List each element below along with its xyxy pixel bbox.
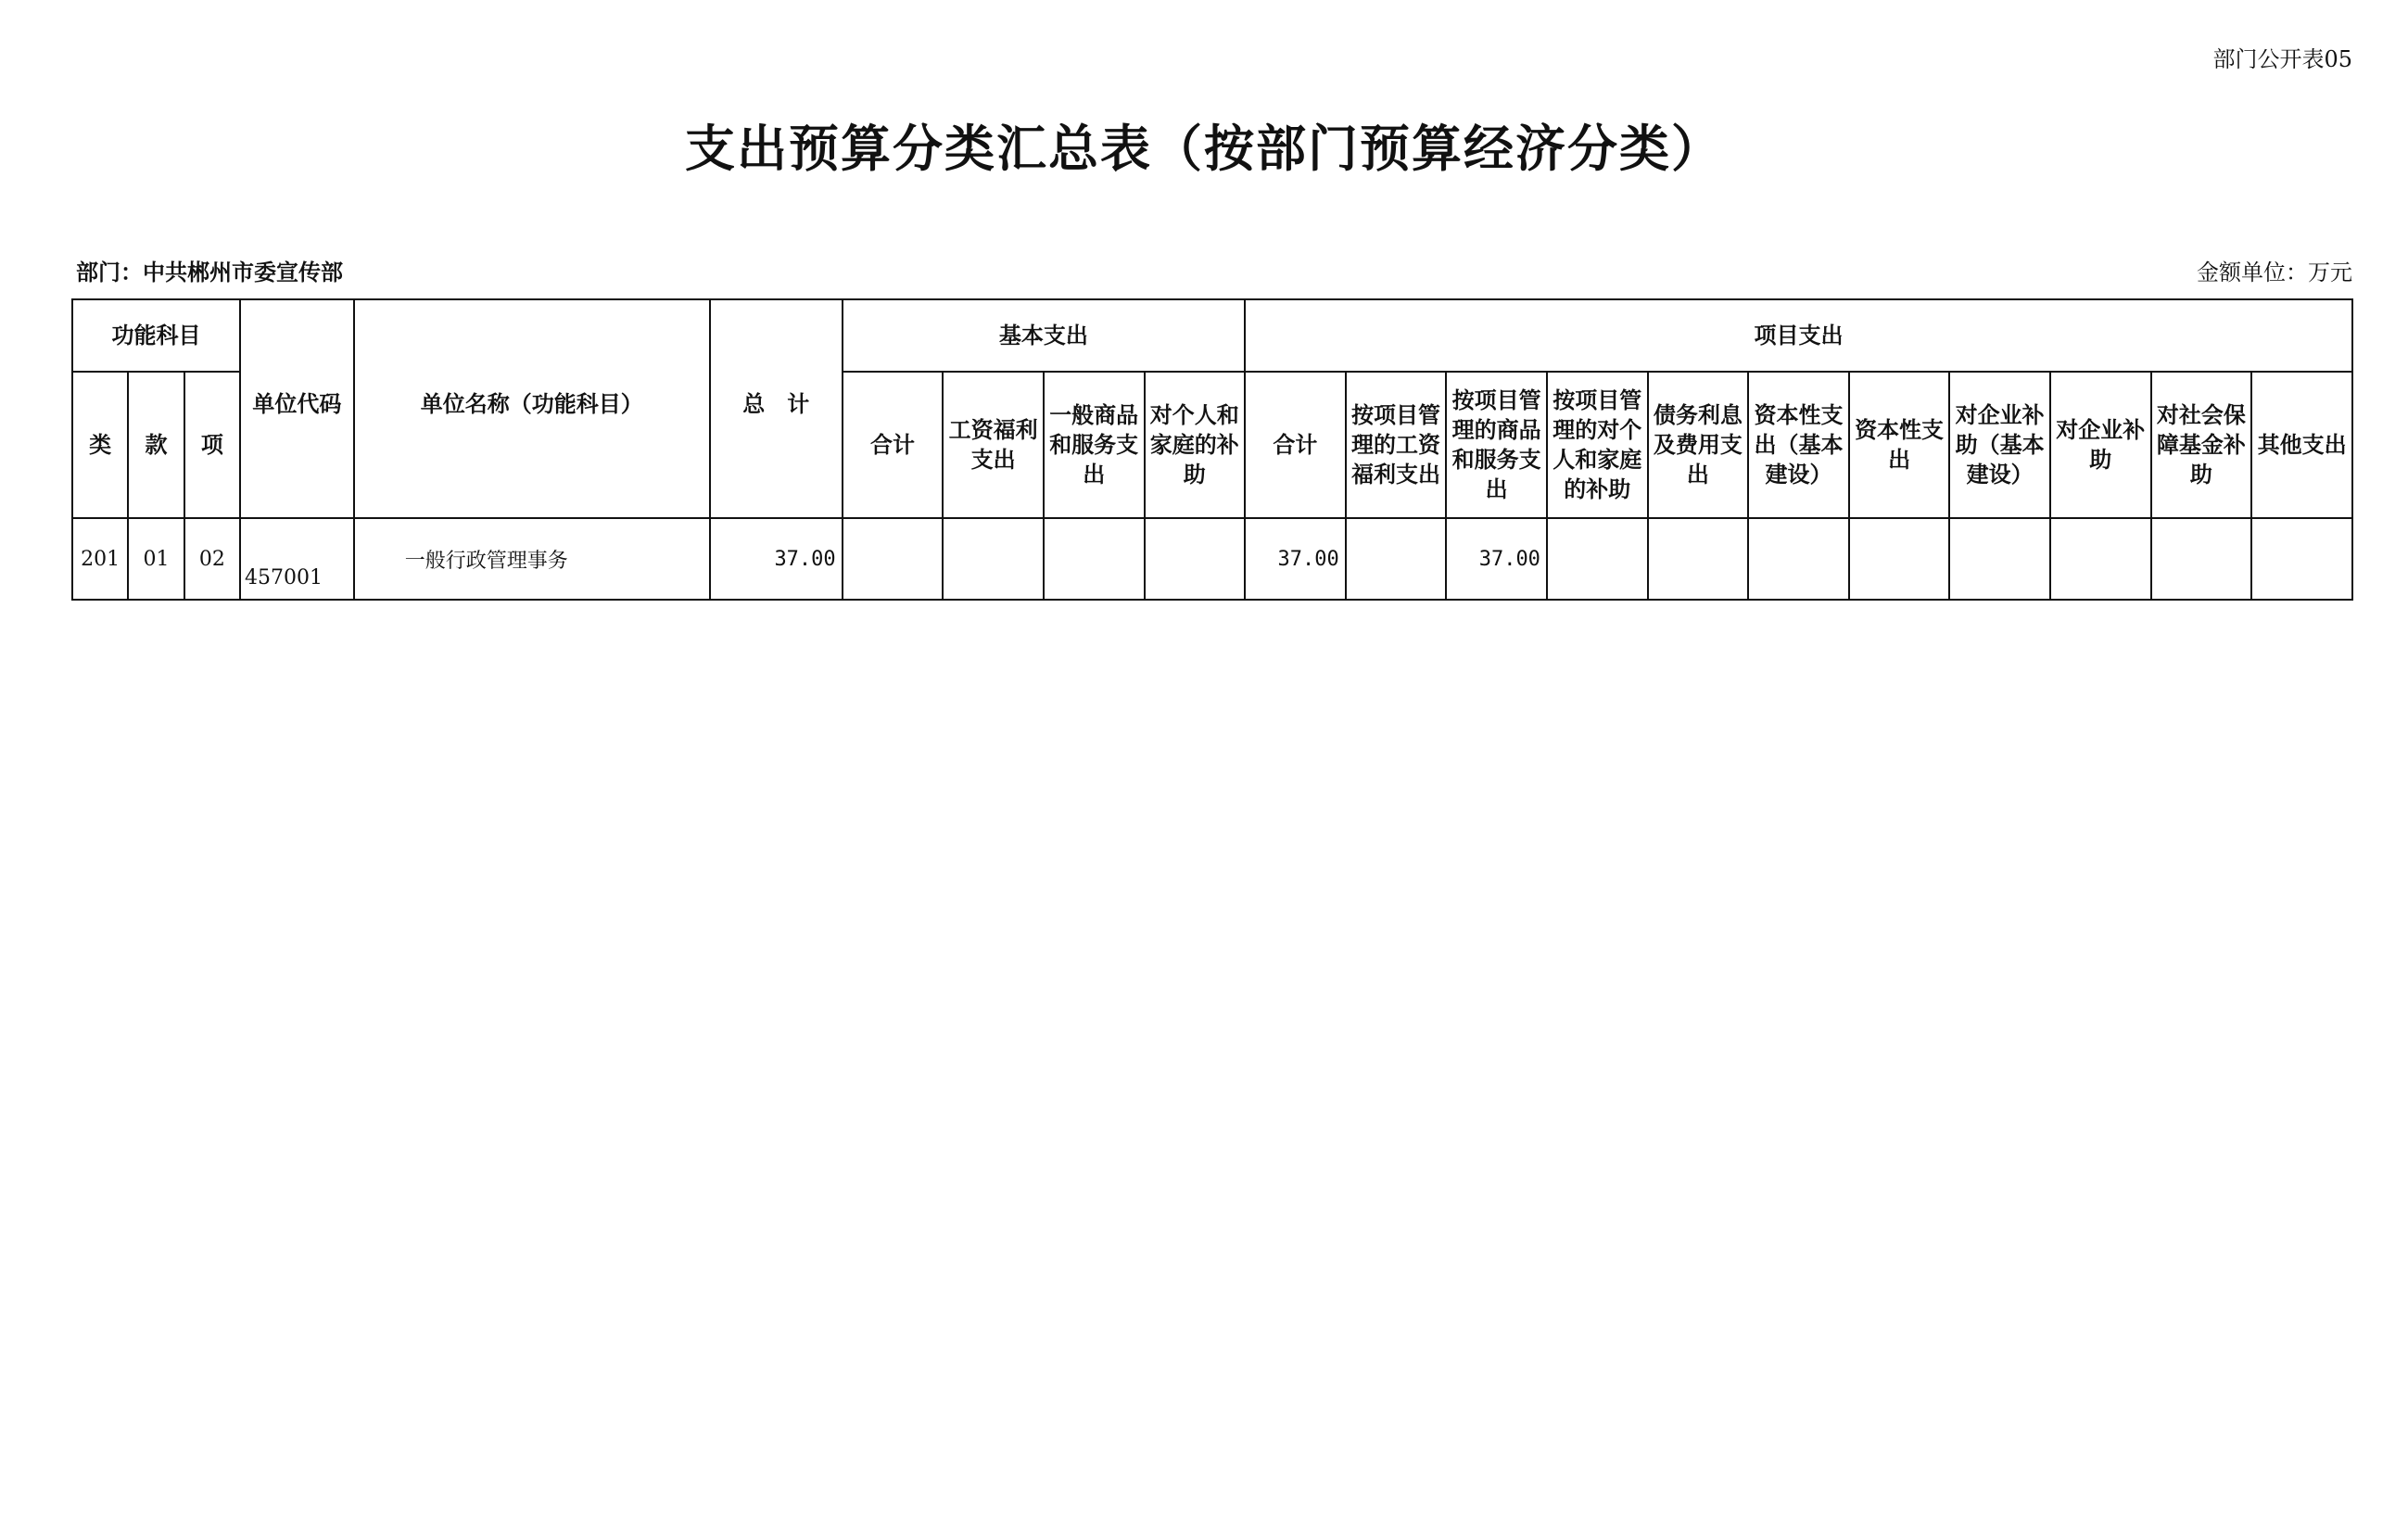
cell-enterprise-subsidy-construction — [1949, 518, 2050, 600]
header-enterprise-subsidy-construction: 对企业补助（基本建设） — [1949, 372, 2050, 518]
amount-unit-label: 金额单位：万元 — [2197, 260, 2352, 285]
header-project-expenditure: 项目支出 — [1245, 299, 2352, 372]
page-title: 支出预算分类汇总表（按部门预算经济分类） — [685, 120, 1723, 178]
header-project-personal-subsidy: 按项目管理的对个人和家庭的补助 — [1547, 372, 1648, 518]
cell-kuan: 01 — [128, 518, 184, 600]
cell-basic-personal-subsidy — [1145, 518, 1246, 600]
header-project-wages: 按项目管理的工资福利支出 — [1346, 372, 1447, 518]
cell-enterprise-subsidy — [2050, 518, 2151, 600]
table-number-label: 部门公开表05 — [2212, 46, 2352, 72]
header-capital-expenditure: 资本性支出 — [1849, 372, 1950, 518]
header-other-expenditure: 其他支出 — [2251, 372, 2352, 518]
header-enterprise-subsidy: 对企业补助 — [2050, 372, 2151, 518]
cell-lei: 201 — [72, 518, 128, 600]
header-project-total: 合计 — [1245, 372, 1346, 518]
cell-debt-interest — [1648, 518, 1749, 600]
header-kuan: 款 — [128, 372, 184, 518]
header-lei: 类 — [72, 372, 128, 518]
header-xiang: 项 — [184, 372, 240, 518]
header-unit-code: 单位代码 — [240, 299, 354, 518]
cell-project-wages — [1346, 518, 1447, 600]
cell-project-total: 37.00 — [1245, 518, 1346, 600]
table-row — [72, 518, 2352, 600]
cell-basic-wages — [943, 518, 1044, 600]
cell-project-goods-services: 37.00 — [1446, 518, 1547, 600]
header-capital-basic-construction: 资本性支出（基本建设） — [1748, 372, 1849, 518]
header-unit-name: 单位名称（功能科目） — [354, 299, 710, 518]
cell-total: 37.00 — [710, 518, 843, 600]
cell-unit-name: 一般行政管理事务 — [354, 518, 710, 600]
header-basic-total: 合计 — [843, 372, 944, 518]
expenditure-table — [71, 298, 2353, 601]
cell-basic-total — [843, 518, 944, 600]
header-basic-personal-subsidy: 对个人和家庭的补助 — [1145, 372, 1246, 518]
header-basic-goods-services: 一般商品和服务支出 — [1044, 372, 1145, 518]
cell-xiang: 02 — [184, 518, 240, 600]
cell-capital-expenditure — [1849, 518, 1950, 600]
cell-basic-goods-services — [1044, 518, 1145, 600]
header-basic-wages: 工资福利支出 — [943, 372, 1044, 518]
header-func-subject: 功能科目 — [72, 299, 240, 372]
cell-unit-code: 457001 — [240, 518, 354, 600]
header-project-goods-services: 按项目管理的商品和服务支出 — [1446, 372, 1547, 518]
cell-capital-basic-construction — [1748, 518, 1849, 600]
department-label: 部门：中共郴州市委宣传部 — [76, 260, 343, 285]
header-basic-expenditure: 基本支出 — [843, 299, 1245, 372]
cell-project-personal-subsidy — [1547, 518, 1648, 600]
header-debt-interest: 债务利息及费用支出 — [1648, 372, 1749, 518]
header-total: 总 计 — [710, 299, 843, 518]
cell-other-expenditure — [2251, 518, 2352, 600]
header-social-security-subsidy: 对社会保障基金补助 — [2151, 372, 2252, 518]
cell-social-security-subsidy — [2151, 518, 2252, 600]
